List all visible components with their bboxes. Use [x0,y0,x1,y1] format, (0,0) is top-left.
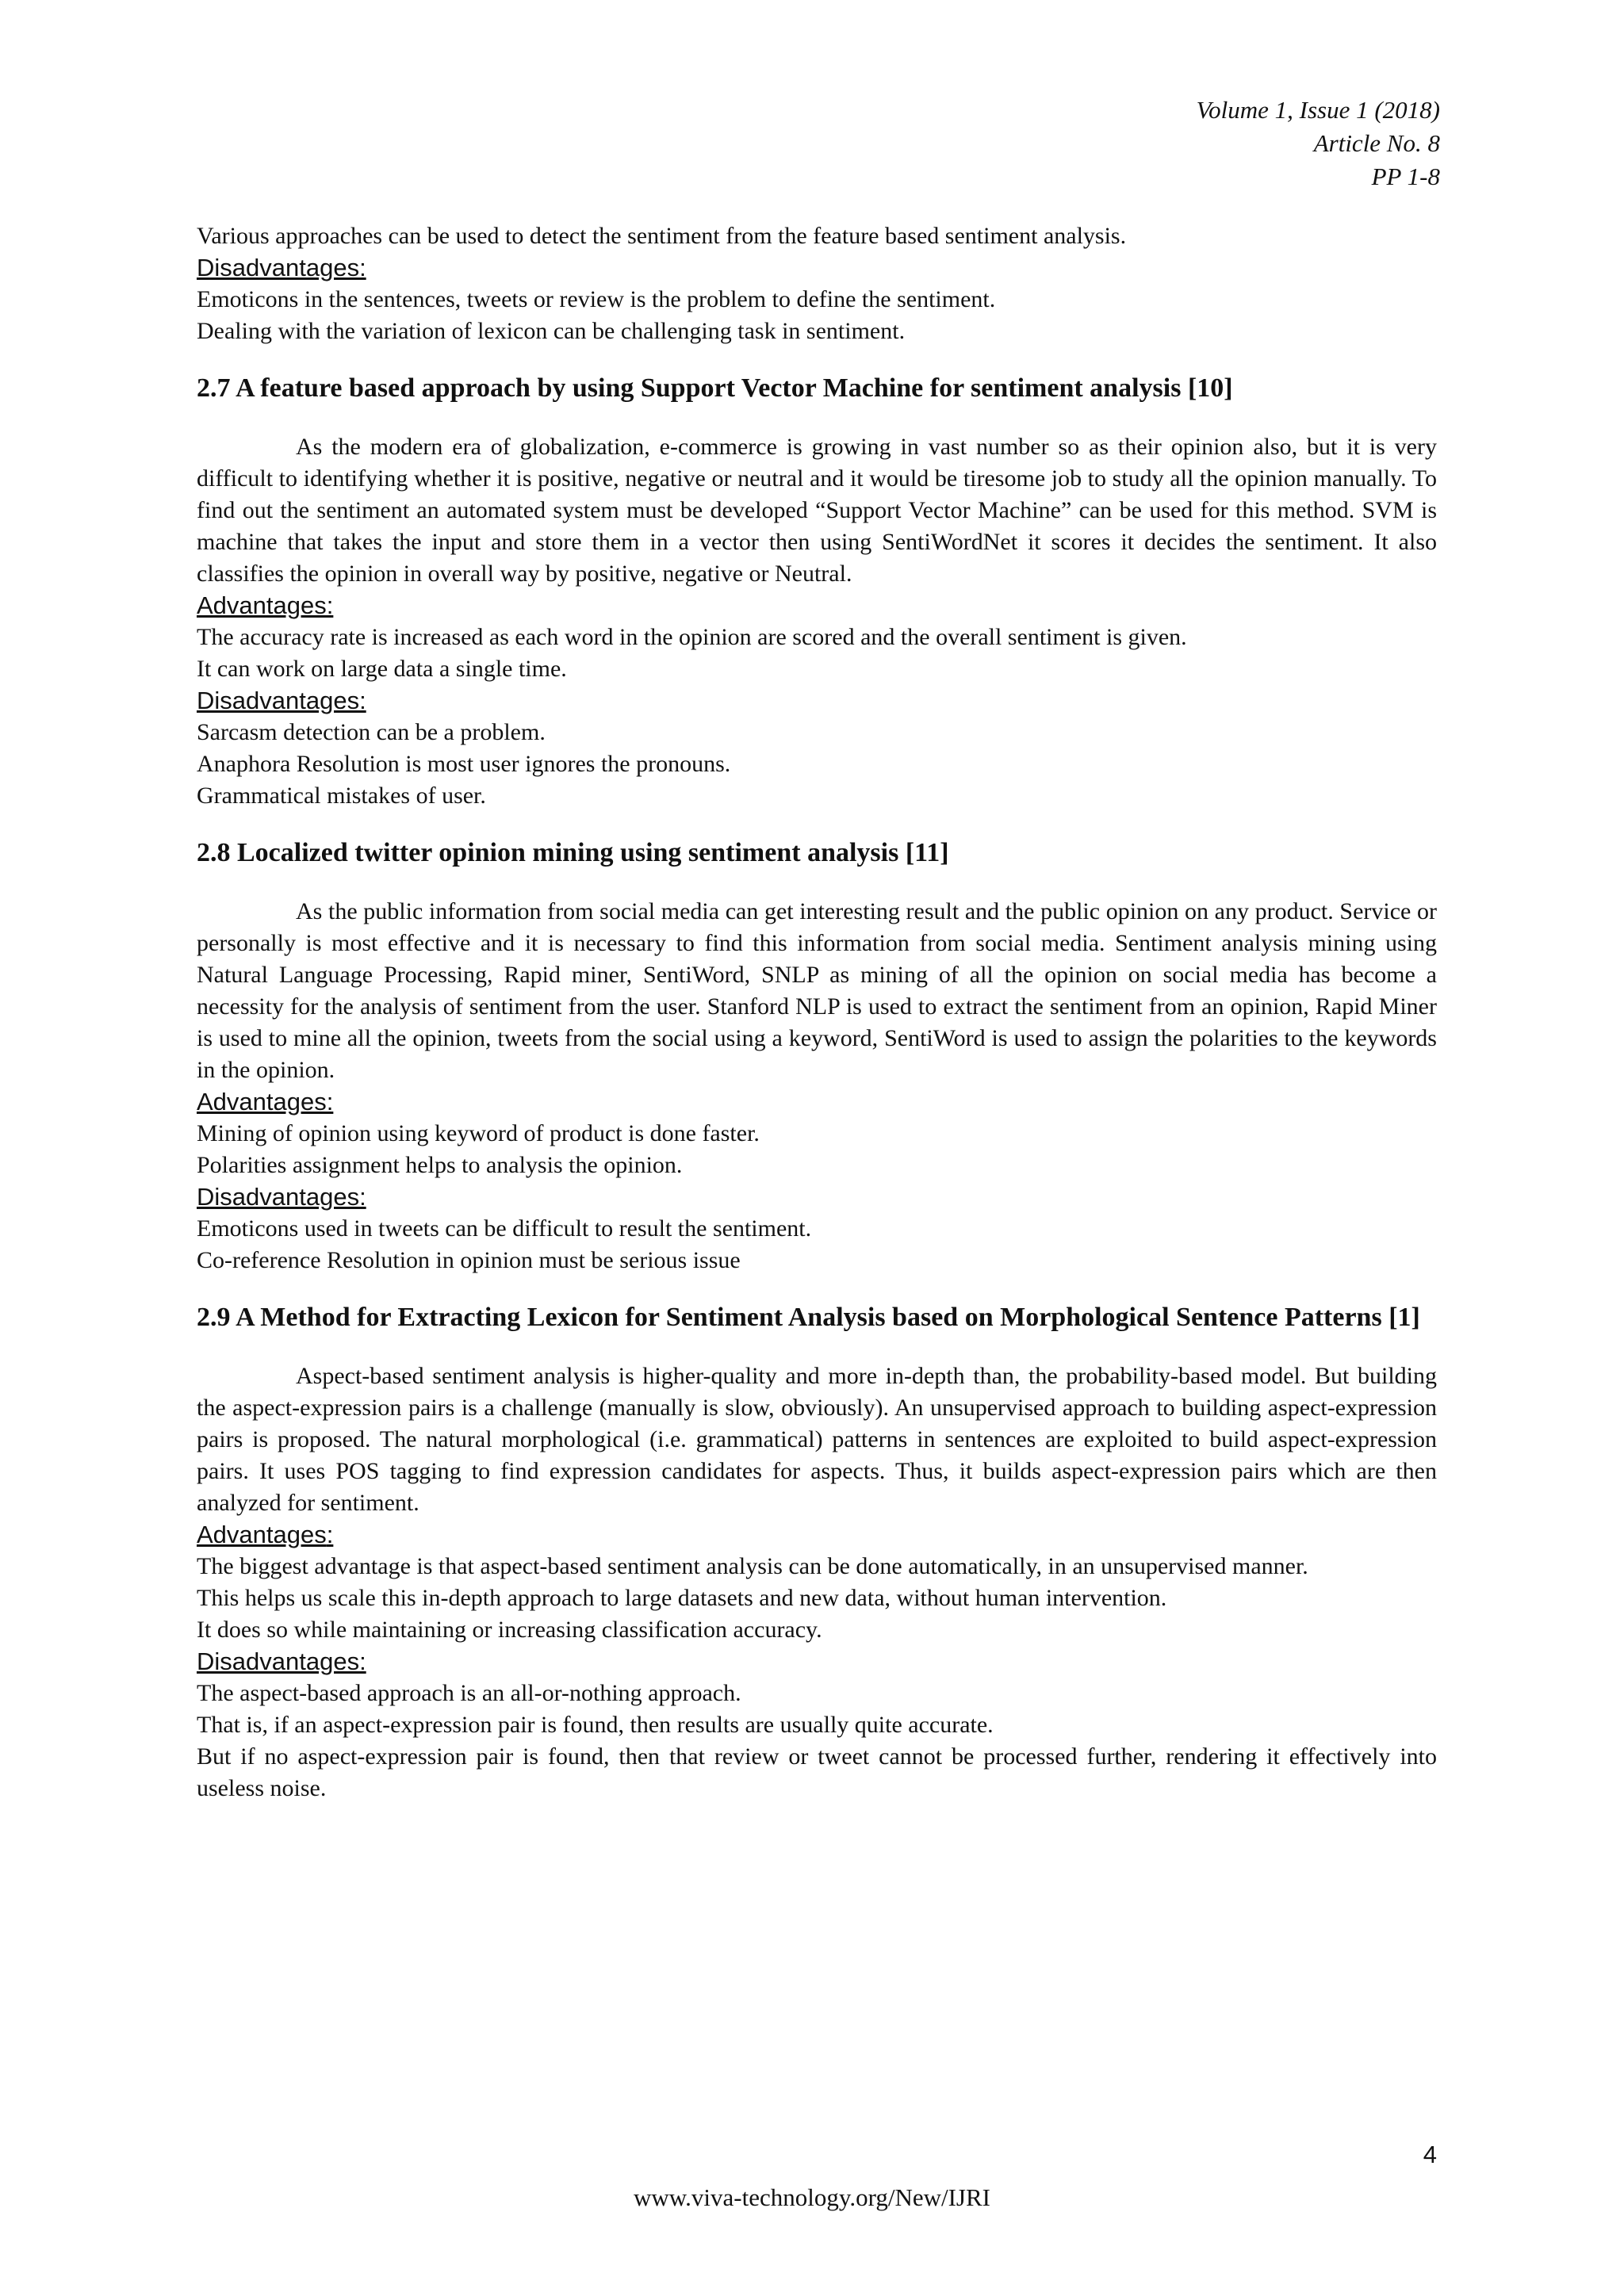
disadvantage-item: Grammatical mistakes of user. [197,783,486,809]
advantages-label-colon: : [326,1521,334,1548]
disadvantages-label: Disadvantages: [197,1647,366,1675]
advantages-label: Advantages: [197,1088,334,1115]
advantage-item: This helps us scale this in-depth approach to large datasets and new data, without human intervention. [197,1585,1167,1611]
disadvantage-item: Sarcasm detection can be a problem. [197,719,546,745]
advantage-item: It can work on large data a single time. [197,656,567,682]
disadvantage-item: The aspect-based approach is an all-or-nothing approach. [197,1680,741,1706]
disadvantage-item: Emoticons used in tweets can be difficult to result the sentiment. [197,1215,812,1242]
page-number: 4 [1423,2141,1437,2168]
section-2-9 [197,1300,1437,1804]
intro-text: Various approaches can be used to detect the sentiment from the feature based sentiment analysis. [197,223,1127,249]
advantage-item: The accuracy rate is increased as each word in the opinion are scored and the overall sentiment is given. [197,624,1187,650]
section-heading: 2.9 A Method for Extracting Lexicon for Sentiment Analysis based on Morphological Sentence Patterns [1] [197,1303,1420,1332]
section-2-7 [197,371,1437,812]
advantage-item: Mining of opinion using keyword of product is done faster. [197,1120,760,1146]
advantage-item: Polarities assignment helps to analysis the opinion. [197,1152,683,1178]
section-paragraph: As the public information from social media can get interesting result and the public opinion on any product. Service or personally is most effective and it is necessary to find this information from social media. Sentiment analysis mining using Natural Language Processing, Rapid miner, SentiWord, SNLP as mining of all the opinion on social media has become a necessity for the analysis of sentiment from the user. Stanford NLP is used to extract the sentiment from an opinion, Rapid Miner is used to mine all the opinion, tweets from the social using a keyword, SentiWord is used to assign the polarities to the keywords in the opinion. [197,898,1437,1083]
disadvantage-item: Anaphora Resolution is most user ignores the pronouns. [197,751,731,777]
intro-block [197,220,1437,347]
section-paragraph: As the modern era of globalization, e-commerce is growing in vast number so as their opinion also, but it is very difficult to identifying whether it is positive, negative or neutral and it would be tiresome job to study all the opinion manually. To find out the sentiment an automated system must be developed “Support Vector Machine” can be used for this method. SVM is machine that takes the input and store them in a vector then using SentiWordNet it scores it decides the sentiment. It also classifies the opinion in overall way by positive, negative or Neutral. [197,434,1437,587]
disadvantage-item: Emoticons in the sentences, tweets or review is the problem to define the sentiment. [197,286,996,312]
disadvantages-label: Disadvantages: [197,687,366,714]
article-line: Article No. 8 [1313,129,1440,157]
pages-line: PP 1-8 [1371,163,1440,190]
section-heading: 2.7 A feature based approach by using Support Vector Machine for sentiment analysis [10] [197,373,1233,403]
journal-header [1197,94,1440,193]
footer-url: www.viva-technology.org/New/IJRI [634,2183,990,2211]
volume-line: Volume 1, Issue 1 (2018) [1196,96,1440,124]
section-2-8 [197,836,1437,1276]
main-content [197,220,1437,1804]
advantages-label: Advantages: [197,591,334,619]
disadvantages-label: Disadvantages: [197,1183,366,1211]
disadvantage-item: That is, if an aspect-expression pair is found, then results are usually quite accurate. [197,1712,994,1738]
advantage-item: It does so while maintaining or increasing classification accuracy. [197,1617,822,1643]
advantages-label-text: Advantages [197,1521,327,1548]
disadvantage-item: But if no aspect-expression pair is found, then that review or tweet cannot be processed further, rendering it effectively into useless noise. [197,1743,1437,1801]
advantages-label [197,1519,1437,1551]
advantage-item: The biggest advantage is that aspect-based sentiment analysis can be done automatically, in an unsupervised manner. [197,1553,1308,1579]
disadvantages-label: Disadvantages: [197,254,366,281]
section-heading: 2.8 Localized twitter opinion mining using sentiment analysis [11] [197,838,949,867]
disadvantage-item: Dealing with the variation of lexicon can be challenging task in sentiment. [197,318,906,344]
section-paragraph: Aspect-based sentiment analysis is higher-quality and more in-depth than, the probability-based model. But building the aspect-expression pairs is a challenge (manually is slow, obviously). An unsupervised approach to building aspect-expression pairs is proposed. The natural morphological (i.e. grammatical) patterns in sentences are exploited to build aspect-expression pairs. It uses POS tagging to find expression candidates for aspects. Thus, it builds aspect-expression pairs which are then analyzed for sentiment. [197,1363,1437,1516]
disadvantage-item: Co-reference Resolution in opinion must be serious issue [197,1247,741,1273]
